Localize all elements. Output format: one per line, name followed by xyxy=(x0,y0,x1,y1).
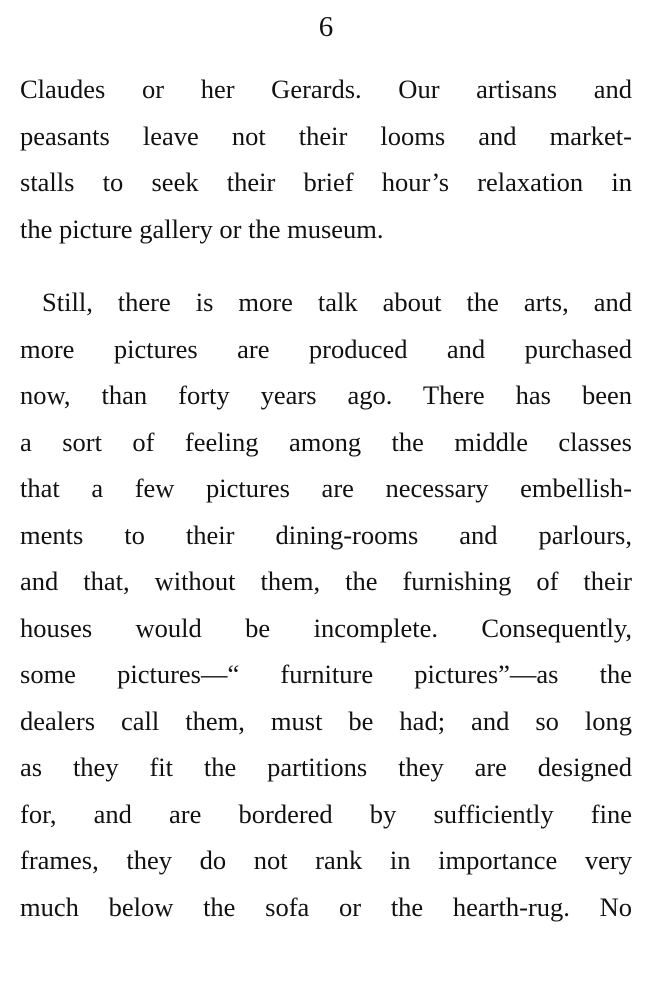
text-line: dealers call them, must be had; and so long xyxy=(20,705,632,736)
text-line: that a few pictures are necessary embellish- xyxy=(20,473,632,503)
text-line: for, and are bordered by sufficiently fine xyxy=(20,798,632,829)
text-line: Still, there is more talk about the arts, and xyxy=(42,287,632,317)
page-number: 6 xyxy=(318,11,334,43)
text-line: the picture gallery or the museum. xyxy=(20,213,384,244)
text-line: and that, without them, the furnishing of their xyxy=(20,566,632,596)
text-line: some pictures—“ furniture pictures”—as the xyxy=(20,659,632,689)
paragraph-2 xyxy=(20,279,632,930)
text-line: peasants leave not their looms and market- xyxy=(20,120,632,151)
text-line: now, than forty years ago. There has been xyxy=(20,380,632,410)
text-line: a sort of feeling among the middle classes xyxy=(20,426,632,457)
text-line: frames, they do not rank in importance very xyxy=(20,845,632,875)
text-line: as they fit the partitions they are designed xyxy=(20,752,632,782)
text-line: ments to their dining-rooms and parlours, xyxy=(20,519,632,550)
text-line: more pictures are produced and purchased xyxy=(20,333,632,364)
text-line: stalls to seek their brief hour’s relaxation in xyxy=(20,167,632,197)
text-line: houses would be incomplete. Consequently, xyxy=(20,612,632,643)
paragraph-1 xyxy=(20,66,632,252)
text-line: much below the sofa or the hearth-rug. No xyxy=(20,891,632,922)
text-line: Claudes or her Gerards. Our artisans and xyxy=(20,74,632,104)
